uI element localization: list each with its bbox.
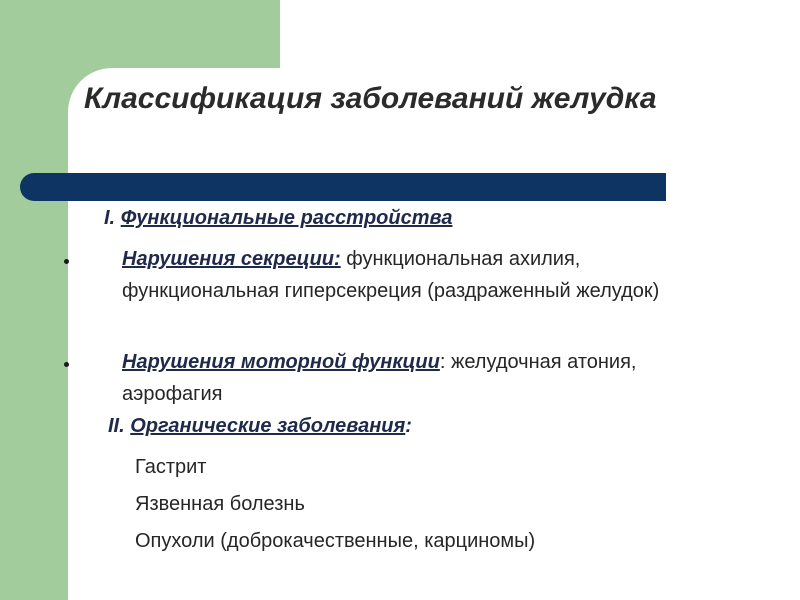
item-text: : желудочная атония, аэрофагия	[122, 351, 637, 405]
section-number: I.	[104, 207, 116, 229]
section-colon: :	[405, 415, 412, 437]
section-number: II.	[108, 415, 125, 437]
item-term: Нарушения моторной функции	[122, 351, 440, 373]
list-item-motor	[122, 346, 722, 410]
section-heading-organic	[108, 415, 412, 438]
list-item-gastritis: Гастрит	[135, 456, 207, 478]
list-item-secretion	[122, 243, 722, 307]
item-term: Нарушения секреции:	[122, 248, 341, 270]
slide-title: Классификация заболеваний желудка	[84, 82, 657, 115]
content-card	[68, 68, 800, 600]
bullet-dot	[64, 362, 69, 367]
section-title: Функциональные расстройства	[120, 207, 453, 229]
list-item-tumors: Опухоли (доброкачественные, карциномы)	[135, 530, 536, 552]
section-heading-functional	[104, 207, 452, 230]
section-title: Органические заболевания	[130, 415, 406, 437]
bullet-dot	[64, 259, 69, 264]
list-item-ulcer: Язвенная болезнь	[135, 493, 305, 515]
item-text: функциональная ахилия, функциональная гиперсекреция (раздраженный желудок)	[122, 248, 660, 302]
title-underline-bar	[20, 173, 666, 201]
